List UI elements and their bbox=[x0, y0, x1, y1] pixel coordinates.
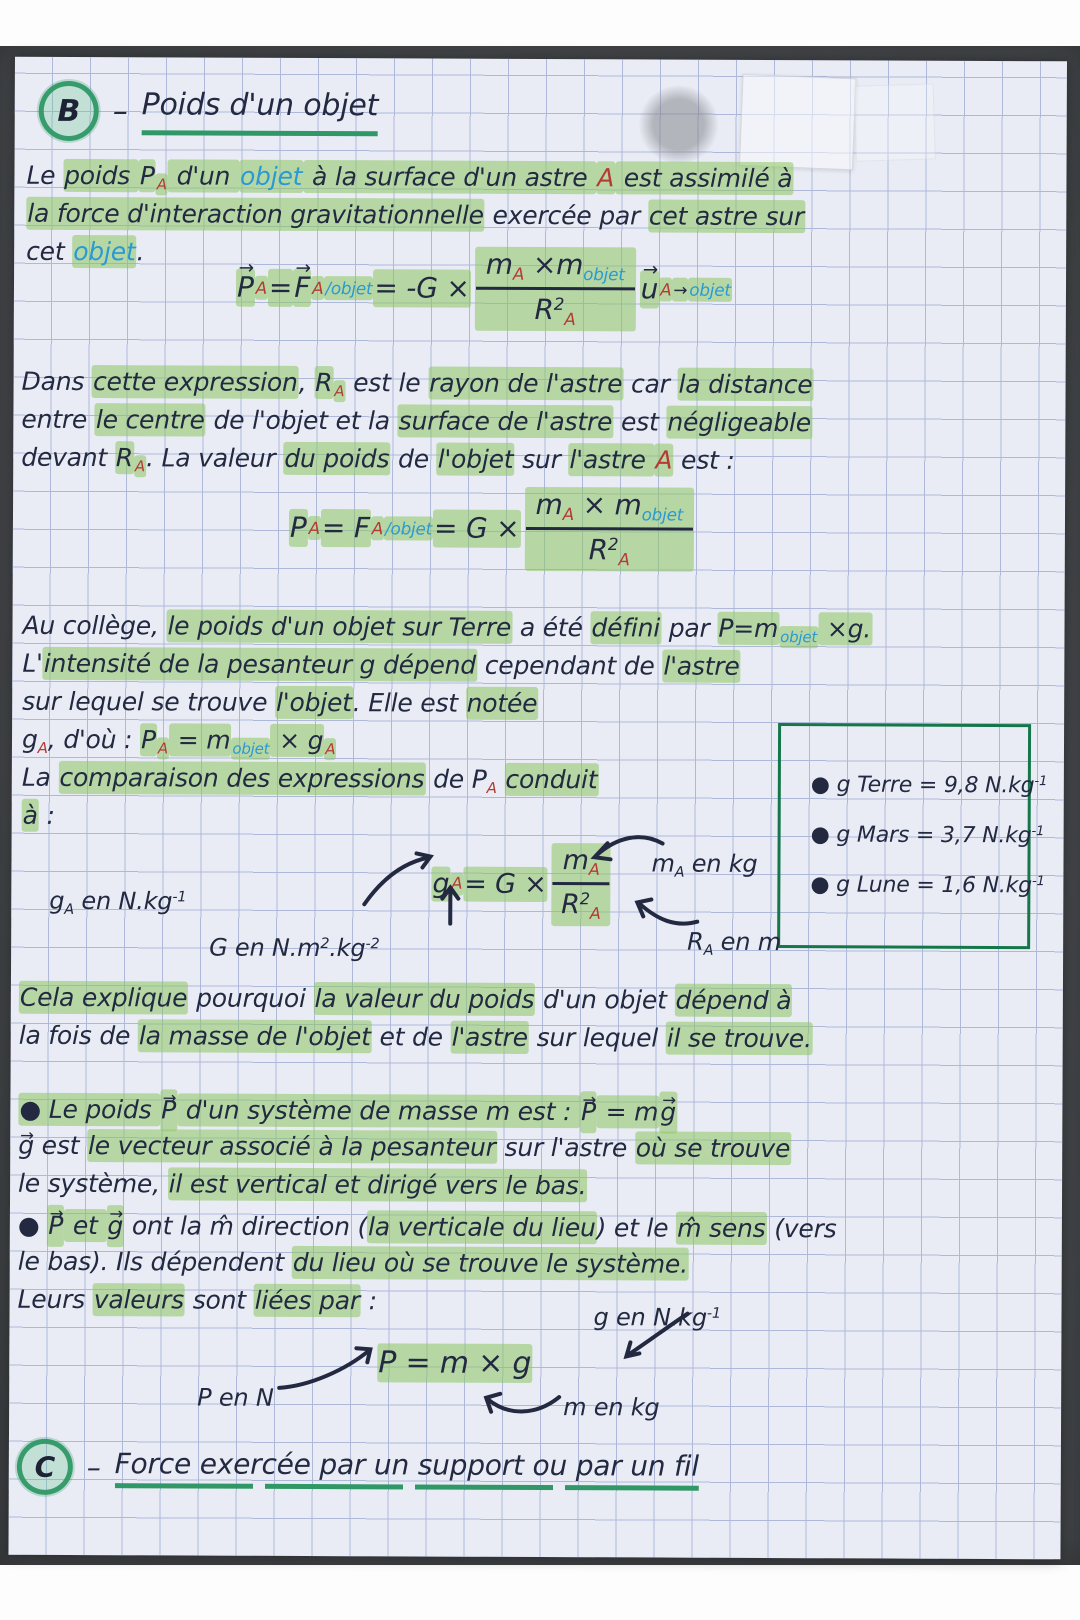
text-run: entre bbox=[21, 404, 95, 435]
text-run: A bbox=[674, 864, 685, 881]
text-run: /objet bbox=[384, 516, 433, 540]
text-run: objet bbox=[779, 626, 818, 648]
text-run: P bbox=[139, 159, 156, 192]
text-run: ● Le poids bbox=[18, 1093, 160, 1127]
text-run: A bbox=[324, 738, 336, 760]
text-run: × g bbox=[270, 724, 324, 757]
text-run: R bbox=[561, 889, 580, 921]
text-line bbox=[26, 195, 805, 236]
text-run: A bbox=[654, 443, 673, 476]
text-run: l'astre bbox=[568, 443, 654, 476]
text-run: A bbox=[311, 276, 324, 300]
text-run: ) et le bbox=[596, 1213, 677, 1243]
text-line bbox=[19, 979, 813, 1020]
text-run: ×g. bbox=[818, 612, 872, 645]
text-run: m bbox=[485, 247, 513, 281]
heading-b bbox=[39, 81, 379, 142]
text-run: 2 bbox=[607, 534, 619, 555]
text-run: est : bbox=[673, 445, 735, 475]
text-run: l'astre bbox=[451, 1021, 529, 1054]
text-run: A bbox=[562, 503, 574, 525]
text-run: notée bbox=[466, 687, 539, 720]
text-run: du poids bbox=[283, 442, 390, 475]
text-run: P → bbox=[580, 1091, 597, 1133]
text-run: R bbox=[534, 293, 554, 327]
text-line bbox=[18, 1089, 791, 1130]
ga-unit-label-R bbox=[687, 926, 781, 958]
text-run: Cela explique bbox=[19, 981, 189, 1015]
text-run: le poids d'un objet sur Terre bbox=[166, 609, 512, 644]
text-run: Dans bbox=[21, 366, 93, 397]
text-run: /objet bbox=[324, 276, 373, 300]
text-run: par bbox=[660, 613, 718, 643]
text-run: R bbox=[314, 366, 333, 399]
text-run: objet bbox=[231, 738, 270, 760]
text-run: . bbox=[136, 237, 145, 267]
text-run: = bbox=[268, 269, 293, 307]
text-run: -1 bbox=[706, 1305, 721, 1322]
pmg-formula bbox=[377, 1338, 532, 1389]
text-run: où se trouve bbox=[635, 1131, 792, 1165]
curved-arrow-icon bbox=[479, 1383, 565, 1419]
text-run: cet bbox=[26, 236, 73, 266]
text-run: sur l'astre bbox=[496, 1132, 635, 1163]
notebook-photo bbox=[0, 46, 1080, 1565]
text-run: A bbox=[308, 516, 321, 540]
text-run: g → bbox=[18, 1127, 34, 1165]
text-run: ● g Mars = 3,7 N.kg bbox=[810, 822, 1032, 849]
text-run: cependant de bbox=[476, 650, 663, 681]
text-run: exercée par bbox=[484, 200, 648, 231]
text-run: u → bbox=[640, 271, 660, 309]
text-run: ×m bbox=[524, 247, 584, 282]
smudge-mark bbox=[639, 85, 719, 163]
text-run: A bbox=[37, 739, 48, 758]
text-run: devant bbox=[21, 442, 115, 473]
text-run: la fois de bbox=[18, 1020, 139, 1051]
bullet-weight-vector bbox=[18, 1089, 791, 1206]
text-run: A bbox=[371, 516, 384, 540]
text-run: P=m bbox=[717, 612, 779, 645]
text-run: sur lequel bbox=[528, 1022, 666, 1053]
text-run: = m bbox=[169, 723, 232, 756]
text-line bbox=[22, 759, 872, 801]
text-run: objet bbox=[583, 264, 625, 285]
text-run: P bbox=[289, 509, 308, 547]
text-line bbox=[22, 721, 872, 763]
text-run: intensité de la pesanteur g dépend bbox=[43, 647, 477, 682]
text-run: → bbox=[672, 278, 688, 302]
pmg-unit-label-m bbox=[563, 1391, 659, 1423]
text-run: × m bbox=[573, 488, 642, 522]
tape-piece bbox=[739, 74, 857, 170]
text-run: A bbox=[486, 779, 497, 798]
text-run: négligeable bbox=[666, 406, 812, 440]
text-run: -1 bbox=[1034, 774, 1048, 790]
text-run: m̂ sens bbox=[676, 1212, 767, 1245]
text-run: sont bbox=[184, 1285, 254, 1315]
text-run: la masse de l'objet bbox=[138, 1019, 372, 1053]
text-run: objet bbox=[688, 278, 732, 302]
text-run: sur bbox=[514, 444, 569, 475]
text-run: m bbox=[562, 845, 589, 877]
heading-c-title: Force exercée par un support ou par un fil bbox=[115, 1447, 699, 1491]
text-run: A bbox=[64, 901, 75, 918]
heading-b-title: Poids d'un objet bbox=[141, 87, 378, 136]
text-run: Au collège, bbox=[22, 610, 167, 641]
paragraph-college bbox=[22, 607, 873, 839]
text-line bbox=[22, 607, 872, 649]
text-run: la verticale du lieu bbox=[367, 1210, 597, 1244]
fraction bbox=[475, 247, 636, 332]
text-line bbox=[18, 1165, 791, 1206]
paragraph-explanation bbox=[19, 979, 813, 1058]
text-run: P → bbox=[47, 1205, 64, 1247]
text-run: a été bbox=[512, 612, 591, 643]
text-run: cette expression bbox=[92, 365, 299, 399]
text-run: P → bbox=[160, 1089, 177, 1131]
text-run: L' bbox=[22, 648, 43, 678]
text-run: le vecteur associé à la pesanteur bbox=[87, 1129, 497, 1164]
formula-weight-value bbox=[289, 486, 698, 572]
curved-arrow-icon bbox=[617, 1307, 693, 1363]
text-run: il se trouve. bbox=[666, 1022, 813, 1056]
text-run: : bbox=[360, 1286, 378, 1316]
text-run: l'astre bbox=[662, 650, 740, 683]
text-line bbox=[26, 157, 805, 198]
text-run: A bbox=[659, 278, 672, 302]
text-run: A bbox=[703, 942, 714, 959]
text-run: G en N.m bbox=[209, 933, 321, 962]
text-run: -2 bbox=[365, 936, 380, 953]
text-run: g bbox=[49, 886, 65, 915]
text-line bbox=[810, 756, 1048, 807]
text-run: est le bbox=[345, 368, 429, 398]
text-run: poids bbox=[63, 159, 139, 192]
text-line bbox=[21, 439, 813, 480]
text-run: : bbox=[38, 800, 55, 830]
text-run: P en N bbox=[197, 1383, 274, 1412]
text-line bbox=[209, 928, 379, 961]
text-line bbox=[687, 926, 781, 958]
text-line bbox=[236, 246, 732, 333]
text-run: A bbox=[157, 738, 169, 760]
text-run: en kg bbox=[684, 849, 758, 878]
text-run: cet astre sur bbox=[648, 199, 805, 233]
text-run: -1 bbox=[172, 889, 187, 906]
text-run: valeurs bbox=[93, 1283, 185, 1316]
text-run: objet bbox=[641, 504, 684, 525]
text-run: A bbox=[588, 859, 600, 879]
text-run: ● bbox=[17, 1210, 48, 1240]
text-run: est bbox=[33, 1130, 88, 1161]
text-run: la valeur du poids bbox=[313, 982, 535, 1016]
text-run: d'un objet bbox=[535, 984, 675, 1015]
text-run: La bbox=[21, 762, 59, 792]
text-line bbox=[563, 1391, 659, 1423]
text-run: R bbox=[687, 927, 704, 956]
text-run: du lieu où se trouve le système. bbox=[292, 1246, 689, 1281]
text-run: A bbox=[589, 904, 601, 924]
text-run: d'un bbox=[168, 159, 239, 192]
text-run: et bbox=[64, 1209, 106, 1242]
text-run: A bbox=[333, 380, 345, 402]
text-run: il est vertical et dirigé vers le bas. bbox=[168, 1167, 588, 1202]
text-run: sur lequel se trouve bbox=[22, 686, 276, 717]
text-run bbox=[497, 765, 505, 794]
text-run: m bbox=[651, 849, 675, 878]
ga-unit-label-G bbox=[209, 928, 379, 961]
formula-vector-weight bbox=[236, 246, 732, 333]
text-run: de l'objet et la bbox=[205, 405, 398, 436]
text-run: surface de l'astre bbox=[398, 404, 614, 438]
up-arrow-icon bbox=[437, 882, 463, 928]
text-run: -1 bbox=[1031, 824, 1045, 840]
text-run: ont la m̂ direction ( bbox=[124, 1211, 368, 1242]
text-run: rayon de l'astre bbox=[428, 367, 623, 401]
text-line bbox=[18, 1205, 837, 1247]
text-run: m bbox=[535, 487, 563, 522]
text-run: R bbox=[115, 441, 134, 474]
text-run: A bbox=[596, 161, 615, 194]
tape-piece-2 bbox=[854, 83, 936, 161]
text-run: comparaison des expressions bbox=[58, 761, 425, 796]
text-line bbox=[22, 363, 814, 404]
text-run: pourquoi bbox=[188, 983, 314, 1014]
text-run: A bbox=[512, 263, 525, 284]
text-line bbox=[21, 401, 813, 442]
heading-c bbox=[17, 1439, 699, 1498]
text-run: ● g Terre = 9,8 N.kg bbox=[810, 772, 1035, 799]
curved-arrow-icon bbox=[631, 891, 703, 929]
text-run: conduit bbox=[504, 763, 598, 796]
text-run: car bbox=[623, 369, 678, 399]
text-run: A bbox=[134, 455, 146, 477]
text-run: , bbox=[298, 367, 315, 398]
paragraph-expression bbox=[21, 363, 813, 480]
text-run: P bbox=[140, 723, 157, 756]
text-run: A bbox=[255, 276, 268, 300]
text-run: objet bbox=[239, 160, 303, 193]
text-run: g bbox=[431, 866, 450, 901]
text-run: l'objet bbox=[275, 686, 353, 719]
text-run: = G × bbox=[433, 510, 521, 548]
text-run: F → bbox=[293, 269, 311, 307]
text-run: , d'où : bbox=[47, 724, 141, 755]
page-content bbox=[8, 57, 1067, 1560]
text-run: ● g Lune = 1,6 N.kg bbox=[810, 872, 1033, 899]
text-run: et de bbox=[371, 1022, 451, 1052]
text-run: = -G × bbox=[373, 270, 470, 308]
text-run: la force d'interaction gravitationnelle bbox=[26, 197, 485, 232]
text-run: le centre bbox=[95, 403, 206, 436]
text-line bbox=[289, 486, 698, 572]
text-run: à bbox=[22, 799, 39, 832]
text-line bbox=[377, 1338, 532, 1389]
text-run: Le bbox=[26, 160, 64, 190]
heading-dash: – bbox=[86, 1450, 101, 1484]
text-run: = F bbox=[321, 509, 371, 547]
text-run: P = m × g bbox=[377, 1343, 532, 1383]
text-run: A bbox=[564, 309, 576, 330]
curved-arrow-icon bbox=[360, 850, 440, 912]
curved-arrow-icon bbox=[273, 1340, 381, 1394]
text-run: A bbox=[618, 549, 630, 570]
text-run: le système, bbox=[18, 1168, 168, 1199]
text-run: g → bbox=[659, 1092, 677, 1134]
text-run: est assimilé à bbox=[615, 161, 793, 195]
text-run: le bas). Ils dépendent bbox=[17, 1246, 292, 1277]
text-line bbox=[49, 881, 187, 918]
text-run: = G × bbox=[463, 866, 547, 901]
text-run: objet bbox=[72, 235, 136, 268]
text-run: liées par bbox=[254, 1284, 361, 1317]
pmg-unit-label-p bbox=[197, 1382, 274, 1414]
text-run: m en kg bbox=[563, 1393, 660, 1422]
text-run: d'un système de masse m est : bbox=[177, 1093, 580, 1128]
text-run: A bbox=[450, 873, 463, 896]
text-run: de bbox=[390, 444, 437, 474]
text-run: = m bbox=[597, 1095, 660, 1128]
text-run: P → bbox=[236, 269, 255, 307]
pmg-formula-block bbox=[149, 1295, 950, 1458]
text-run: en N.kg bbox=[73, 886, 173, 916]
text-run: A bbox=[156, 174, 168, 196]
text-run: g → bbox=[106, 1205, 124, 1247]
text-run: la distance bbox=[677, 368, 813, 402]
text-run: Leurs bbox=[17, 1284, 93, 1315]
heading-dash: – bbox=[112, 93, 128, 129]
text-line bbox=[22, 683, 872, 725]
text-run: . La valeur bbox=[145, 443, 284, 473]
text-run: -1 bbox=[1031, 874, 1045, 890]
text-run: à la surface d'un astre bbox=[303, 160, 596, 194]
text-run: . Elle est bbox=[352, 688, 466, 718]
circled-letter-b: B bbox=[39, 81, 99, 141]
text-run: 2 bbox=[553, 294, 565, 315]
circled-letter-c: C bbox=[17, 1439, 73, 1495]
text-run: g en N.kg bbox=[593, 1303, 707, 1332]
notebook-page bbox=[8, 57, 1067, 1560]
fraction bbox=[524, 487, 694, 572]
text-run: défini bbox=[590, 611, 661, 644]
text-run: .kg bbox=[329, 933, 366, 963]
text-run: g bbox=[21, 724, 38, 754]
text-line bbox=[22, 645, 872, 687]
text-run: dépend à bbox=[674, 984, 792, 1018]
text-line bbox=[19, 1017, 813, 1058]
text-run: en m bbox=[713, 927, 781, 957]
text-run: de P bbox=[425, 764, 487, 794]
text-run: est bbox=[613, 407, 667, 437]
text-line bbox=[197, 1382, 274, 1414]
curved-arrow-icon bbox=[586, 829, 668, 869]
ga-unit-label-g bbox=[49, 881, 187, 918]
text-run: 2 bbox=[579, 889, 590, 909]
text-line bbox=[18, 1243, 837, 1285]
text-run: l'objet bbox=[437, 443, 515, 476]
text-run: (vers bbox=[766, 1213, 837, 1244]
text-run: R bbox=[588, 533, 608, 567]
text-run: 2 bbox=[320, 936, 330, 953]
